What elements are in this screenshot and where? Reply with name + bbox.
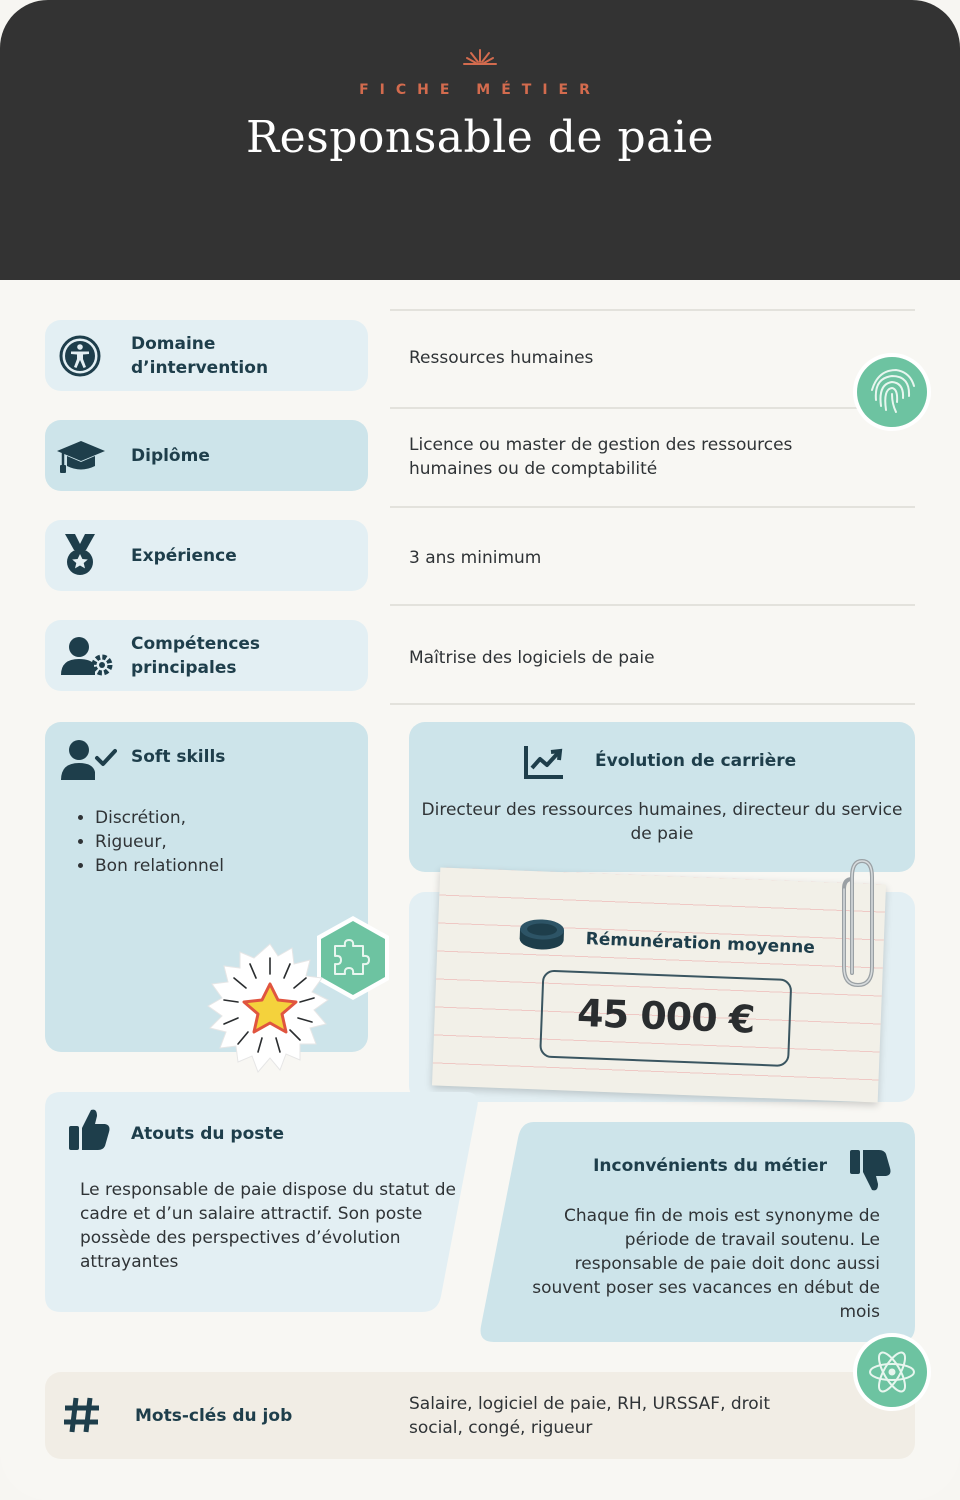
thumbs-up-icon — [67, 1106, 111, 1152]
row-competences — [45, 620, 368, 691]
row-label: Compétences principales — [131, 633, 261, 678]
divider — [390, 703, 915, 705]
row-value: Licence ou master de gestion des ressources humaines ou de comptabilité — [409, 435, 793, 479]
row-diplome — [45, 420, 368, 491]
user-gear-icon — [61, 635, 115, 677]
advantages-card — [45, 1092, 481, 1312]
advantages-title: Atouts du poste — [131, 1124, 285, 1144]
divider — [390, 407, 915, 409]
salary-amount: 45 000 € — [576, 990, 756, 1042]
row-label: Domaine d’intervention — [131, 333, 269, 378]
thumbs-down-icon — [848, 1148, 892, 1194]
drawbacks-card — [478, 1122, 915, 1342]
hashtag-icon — [61, 1394, 103, 1436]
advantages-text: Le responsable de paie dispose du statut de cadre et d’un salaire attractif. Son poste possède des perspectives d’évolution attrayantes — [80, 1180, 456, 1272]
row-label: Diplôme — [131, 445, 210, 466]
header — [0, 0, 960, 280]
divider — [390, 506, 915, 508]
drawbacks-text: Chaque fin de mois est synonyme de période de travail soutenu. Le responsable de paie doit donc aussi souvent poser ses vacances en début de mois — [532, 1206, 880, 1322]
row-value: Maîtrise des logiciels de paie — [409, 648, 655, 668]
graduation-cap-icon — [55, 435, 107, 477]
chart-trend-icon — [523, 744, 565, 780]
user-check-icon — [61, 738, 117, 782]
row-value: Ressources humaines — [409, 348, 594, 368]
list-item: • Bon relationnel — [95, 854, 224, 878]
career-evolution-text: Directeur des ressources humaines, directeur du service de paie — [421, 800, 903, 844]
keywords-card — [45, 1372, 915, 1459]
drawbacks-title: Inconvénients du métier — [593, 1156, 827, 1176]
row-value: 3 ans minimum — [409, 548, 542, 568]
career-evolution-title: Évolution de carrière — [595, 751, 797, 771]
coin-icon — [517, 917, 568, 953]
medal-icon — [59, 532, 101, 578]
salary-note-paper — [432, 868, 886, 1103]
row-domaine — [45, 320, 368, 391]
page-title: Responsable de paie — [245, 112, 715, 163]
soft-skills-list — [77, 806, 224, 878]
divider — [390, 309, 915, 311]
salary-title: Rémunération moyenne — [585, 929, 816, 958]
fingerprint-icon — [852, 352, 932, 432]
soft-skills-title: Soft skills — [131, 747, 226, 767]
list-item: • Discrétion, — [95, 806, 224, 830]
star-icon — [194, 940, 346, 1088]
divider — [390, 604, 915, 606]
row-label: Expérience — [131, 545, 237, 566]
career-evolution-card — [409, 722, 915, 872]
list-item: • Rigueur, — [95, 830, 224, 854]
sunburst-icon — [462, 46, 498, 68]
row-experience — [45, 520, 368, 591]
keywords-title: Mots-clés du job — [135, 1406, 293, 1426]
header-kicker: FICHE MÉTIER — [359, 82, 601, 98]
paperclip-icon — [838, 855, 878, 991]
accessibility-icon — [59, 335, 101, 377]
atom-icon — [852, 1332, 932, 1412]
keywords-text: Salaire, logiciel de paie, RH, URSSAF, droit social, congé, rigueur — [409, 1394, 771, 1438]
